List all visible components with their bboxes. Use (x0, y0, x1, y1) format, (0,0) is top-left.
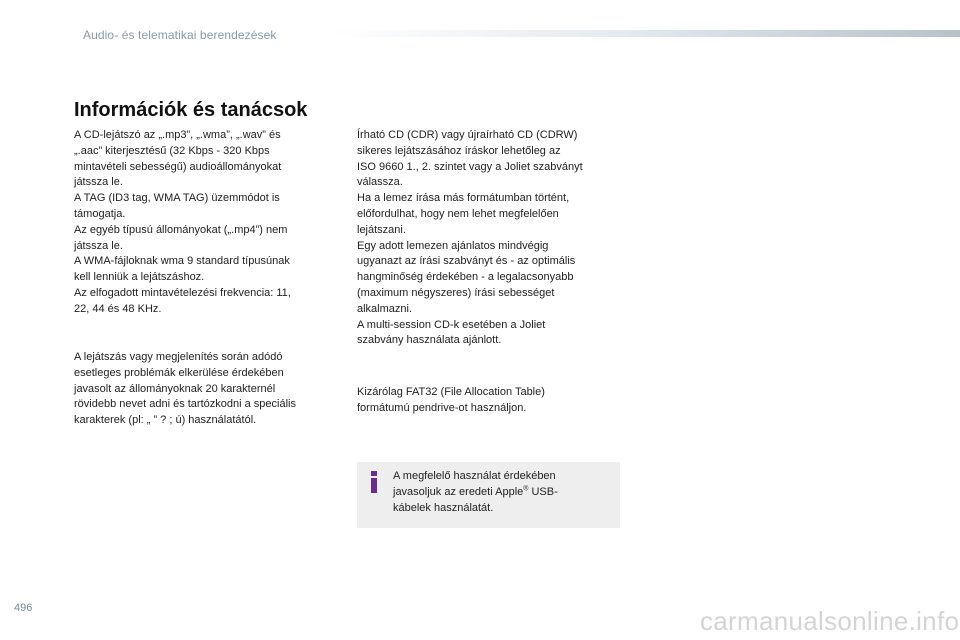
left-paragraph-2 (74, 350, 296, 429)
text-line: Kizárólag FAT32 (File Allocation Table) (357, 386, 545, 398)
text-line: Az elfogadott mintavételezési frekvencia: 11, (74, 286, 291, 299)
text-line: Az egyéb típusú állományokat („.mp4”) nem (74, 223, 288, 236)
watermark: carmanualsonline.info (700, 606, 960, 636)
text-line: előfordulhat, hogy nem lehet megfelelően (357, 207, 559, 220)
text-line: válassza. (357, 176, 403, 189)
text-line: mintavételi sebességű) audioállományokat (74, 160, 282, 173)
text-line: szabvány használata ajánlott. (357, 334, 502, 347)
text-line: Ha a lemez írása más formátumban történt, (357, 192, 570, 205)
text-line: alkalmazni. (357, 302, 413, 315)
text-line: karakterek (pl: „ ” ? ; ú) használatától. (74, 414, 257, 427)
text-line: játssza le. (74, 239, 123, 252)
text-line: rövidebb nevet adni és tartózkodni a speciális (74, 398, 296, 411)
text-line: ugyanazt az írási szabványt és - az optimális (357, 255, 576, 268)
page-number: 496 (14, 602, 33, 614)
info-text (393, 469, 558, 516)
section-header: Audio- és telematikai berendezések (83, 28, 277, 42)
text-line: A multi-session CD-k esetében a Joliet (357, 318, 546, 331)
text-line: támogatja. (74, 207, 126, 220)
text-line: játssza le. (74, 176, 123, 189)
text-line: (maximum négyszeres) írási sebességet (357, 286, 555, 299)
text-line: 22, 44 és 48 KHz. (74, 302, 162, 315)
text-line: A CD-lejátszó az „.mp3”, „.wma”, „.wav” és (74, 129, 281, 141)
info-line-text: USB- (528, 485, 558, 498)
text-line: formátumú pendrive-ot használjon. (357, 401, 527, 414)
text-line: „.aac” kiterjesztésű (32 Kbps - 320 Kbps (74, 144, 270, 157)
registered-mark: ® (523, 485, 529, 493)
text-line: javasolt az állományoknak 20 karakternél (74, 382, 276, 395)
page-title: Információk és tanácsok (74, 99, 308, 121)
info-box (357, 462, 620, 528)
text-line: hangminőség érdekében - a legalacsonyabb (357, 271, 574, 284)
text-line: Egy adott lemezen ajánlatos mindvégig (357, 239, 549, 252)
text-line: kell lenniük a lejátszáshoz. (74, 271, 205, 284)
text-line: A TAG (ID3 tag, WMA TAG) üzemmódot is (74, 192, 280, 205)
text-line: lejátszani. (357, 223, 406, 236)
left-paragraph-1 (74, 128, 291, 318)
info-line-text: javasoljuk az eredeti Apple (393, 485, 524, 498)
text-line: A WMA-fájloknak wma 9 standard típusúnak (74, 255, 290, 268)
text-line: ISO 9660 1., 2. szintet vagy a Joliet szabványt (357, 160, 583, 173)
right-paragraph-2 (357, 385, 545, 417)
text-line: sikeres lejátszásához íráskor lehetőleg az (357, 144, 561, 157)
text-line: A lejátszás vagy megjelenítés során adódó (74, 351, 283, 363)
text-line: esetleges problémák elkerülése érdekében (74, 366, 284, 379)
info-line: kábelek használatát. (393, 501, 494, 514)
header-bar (330, 30, 960, 37)
info-line (393, 485, 558, 501)
info-line: A megfelelő használat érdekében (393, 470, 556, 482)
right-paragraph-1 (357, 128, 583, 349)
info-icon (368, 471, 380, 493)
text-line: Írható CD (CDR) vagy újraírható CD (CDRW) (357, 129, 578, 141)
